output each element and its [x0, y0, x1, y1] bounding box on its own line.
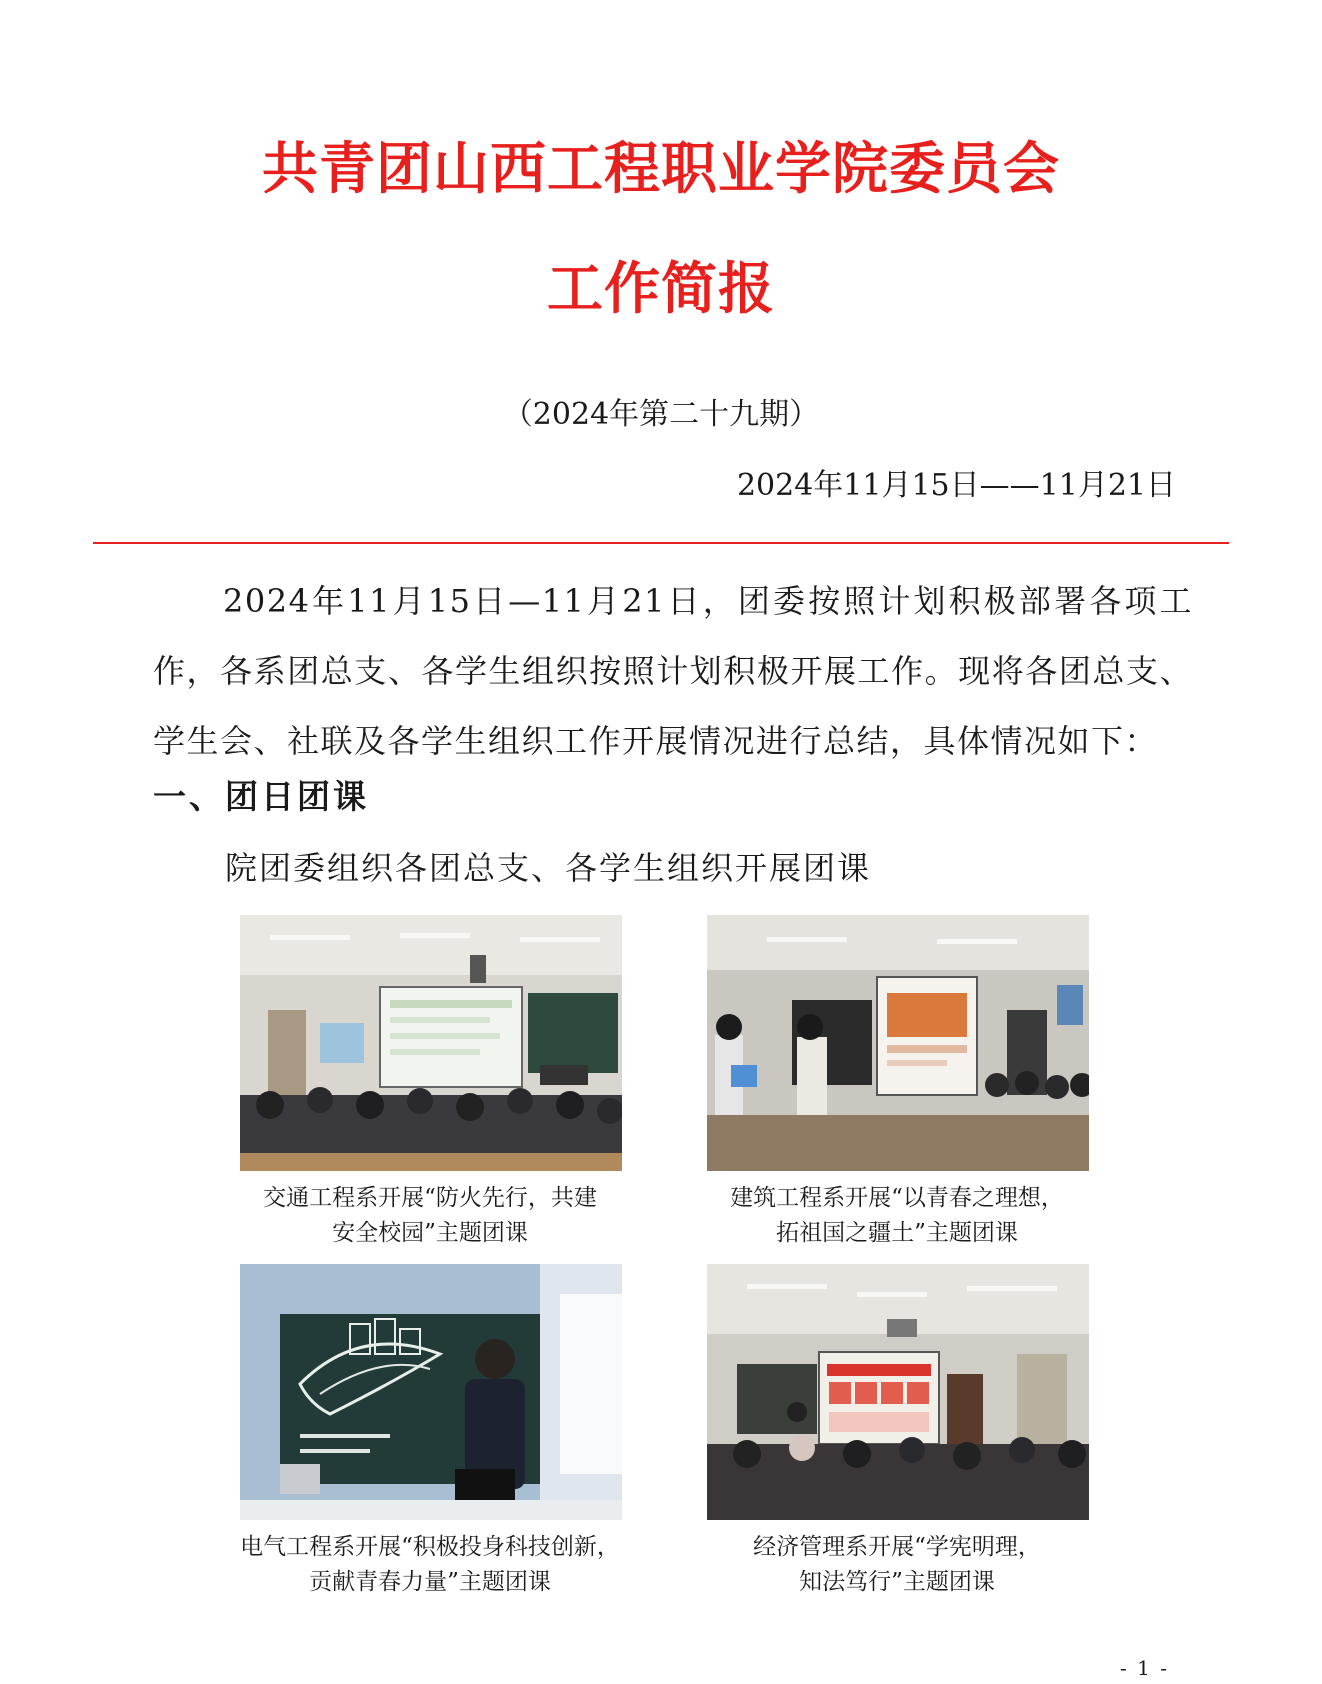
photo-caption	[677, 1181, 1117, 1251]
bulletin-title: 共青团山西工程职业学院委员会	[262, 137, 1060, 202]
photo-caption	[677, 1530, 1117, 1600]
section-heading: 一、团日团课	[153, 777, 369, 816]
photo-blackboard-speaker	[240, 1264, 622, 1520]
caption-line: 交通工程系开展“防火先行，共建	[263, 1185, 597, 1211]
bulletin-subtitle: 工作简报	[547, 257, 775, 322]
caption-line: 贡献青春力量”主题团课	[309, 1569, 551, 1595]
caption-line: 电气工程系开展“积极投身科技创新，	[240, 1534, 620, 1560]
photo-classroom-3	[707, 1264, 1089, 1520]
photo-caption	[210, 1181, 650, 1251]
caption-line: 拓祖国之疆土”主题团课	[776, 1220, 1018, 1246]
caption-line: 经济管理系开展“学宪明理，	[753, 1534, 1041, 1560]
photo-classroom-2	[707, 915, 1089, 1171]
intro-paragraph: 2024年11月15日—11月21日，团委按照计划积极部署各项工作，各系团总支、各学生组织按照计划积极开展工作。现将各团总支、学生会、社联及各学生组织工作开展情况进行总结，具体情况如下：	[153, 582, 1193, 760]
issue-number: （2024年第二十九期）	[502, 397, 820, 432]
caption-line: 知法笃行”主题团课	[799, 1569, 995, 1595]
date-range: 2024年11月15日——11月21日	[736, 468, 1176, 503]
page-number: - 1 -	[1120, 1656, 1169, 1680]
caption-line: 建筑工程系开展“以青春之理想，	[730, 1185, 1064, 1211]
header-divider	[93, 542, 1229, 544]
photo-classroom-1	[240, 915, 622, 1171]
caption-line: 安全校园”主题团课	[332, 1220, 528, 1246]
section-body: 院团委组织各团总支、各学生组织开展团课	[225, 849, 872, 887]
photo-caption	[210, 1530, 650, 1600]
